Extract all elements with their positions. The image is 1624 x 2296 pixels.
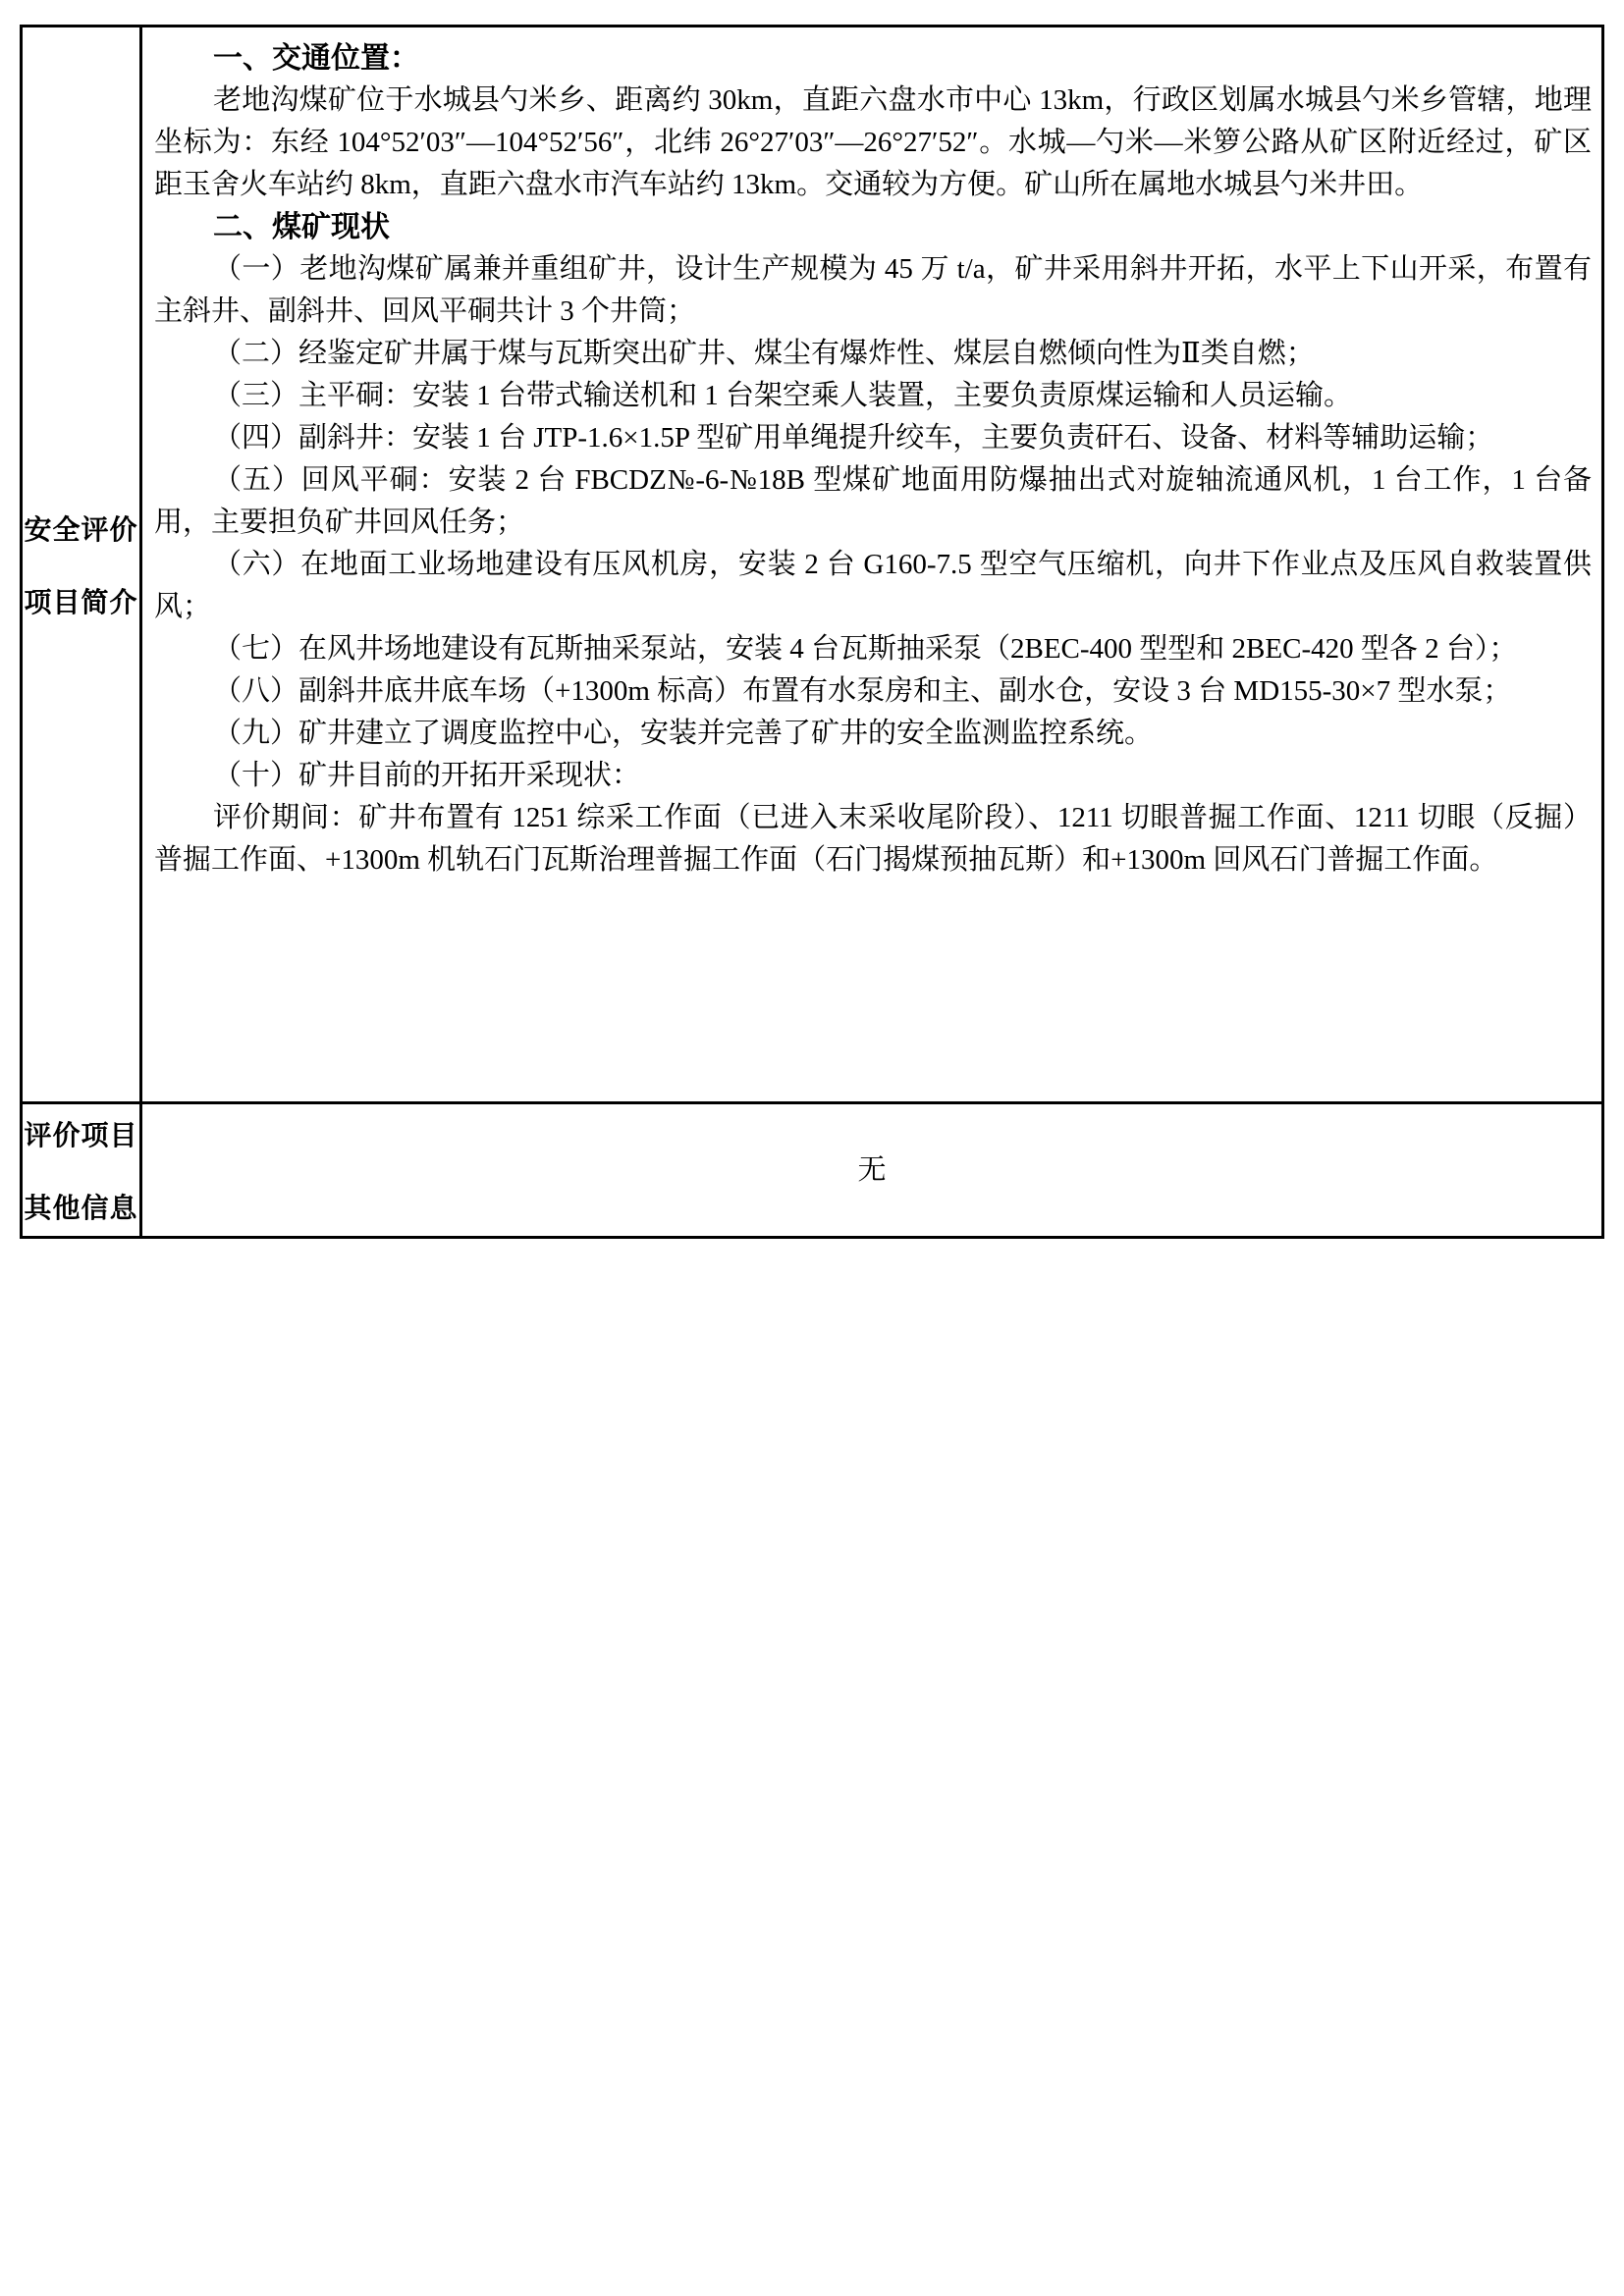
project-intro-content xyxy=(142,27,1601,1101)
other-info-content xyxy=(142,1104,1601,1236)
table-row-other-info xyxy=(23,1101,1601,1236)
row-label-line: 安全评价 xyxy=(24,515,138,546)
section-paragraph: （五）回风平硐：安装 2 台 FBCDZ№-6-№18B 型煤矿地面用防爆抽出式对旋轴流通风机，1 台工作，1 台备用，主要担负矿井回风任务； xyxy=(154,464,1592,538)
safety-evaluation-table xyxy=(20,25,1604,1239)
section-paragraph: （七）在风井场地建设有瓦斯抽采泵站，安装 4 台瓦斯抽采泵（2BEC-400 型型和 2BEC-420 型各 2 台）； xyxy=(213,633,1518,665)
row-label-line: 其他信息 xyxy=(24,1194,138,1224)
row-label-other-info xyxy=(23,1104,142,1236)
section-paragraph: （十）矿井目前的开拓开采现状： xyxy=(213,760,641,791)
section-paragraph: （九）矿井建立了调度监控中心，安装并完善了矿井的安全监测监控系统。 xyxy=(213,718,1154,749)
section-paragraph: （四）副斜井：安装 1 台 JTP-1.6×1.5P 型矿用单绳提升绞车，主要负责矸石、设备、材料等辅助运输； xyxy=(213,422,1494,454)
section-paragraph: （二）经鉴定矿井属于煤与瓦斯突出矿井、煤尘有爆炸性、煤层自燃倾向性为Ⅱ类自燃； xyxy=(213,338,1315,369)
section-paragraph: （八）副斜井底井底车场（+1300m 标高）布置有水泵房和主、副水仓，安设 3 台 MD155-30×7 型水泵； xyxy=(213,675,1512,707)
row-label-line: 评价项目 xyxy=(24,1121,138,1151)
none-value-text: 无 xyxy=(857,1153,887,1186)
section-heading: 二、煤矿现状 xyxy=(213,211,390,243)
section-paragraph: 评价期间：矿井布置有 1251 综采工作面（已进入末采收尾阶段）、1211 切眼普掘工作面、1211 切眼（反掘）普掘工作面、+1300m 机轨石门瓦斯治理普掘工作面（石门揭煤预抽瓦斯）和+1300m 回风石门普掘工作面。 xyxy=(154,802,1592,876)
section-paragraph: （三）主平硐：安装 1 台带式输送机和 1 台架空乘人装置，主要负责原煤运输和人员运输。 xyxy=(213,380,1353,411)
section-heading: 一、交通位置： xyxy=(213,42,419,75)
section-paragraph: 老地沟煤矿位于水城县勺米乡、距离约 30km，直距六盘水市中心 13km，行政区划属水城县勺米乡管辖，地理坐标为：东经 104°52′03″—104°52′56″，北纬 26°27′03″—26°27′52″。水城—勺米—米箩公路从矿区附近经过，矿区距玉舍火车站约 8km，直距六盘水市汽车站约 13km。交通较为方便。矿山所在属地水城县勺米井田。 xyxy=(154,84,1592,200)
row-label-line: 项目简介 xyxy=(24,588,138,618)
row-label-project-intro xyxy=(23,27,142,1101)
section-paragraph: （一）老地沟煤矿属兼并重组矿井，设计生产规模为 45 万 t/a，矿井采用斜井开拓，水平上下山开采，布置有主斜井、副斜井、回风平硐共计 3 个井筒； xyxy=(154,253,1592,327)
table-row-project-intro xyxy=(23,27,1601,1101)
section-paragraph: （六）在地面工业场地建设有压风机房，安装 2 台 G160-7.5 型空气压缩机，向井下作业点及压风自救装置供风； xyxy=(154,549,1592,622)
